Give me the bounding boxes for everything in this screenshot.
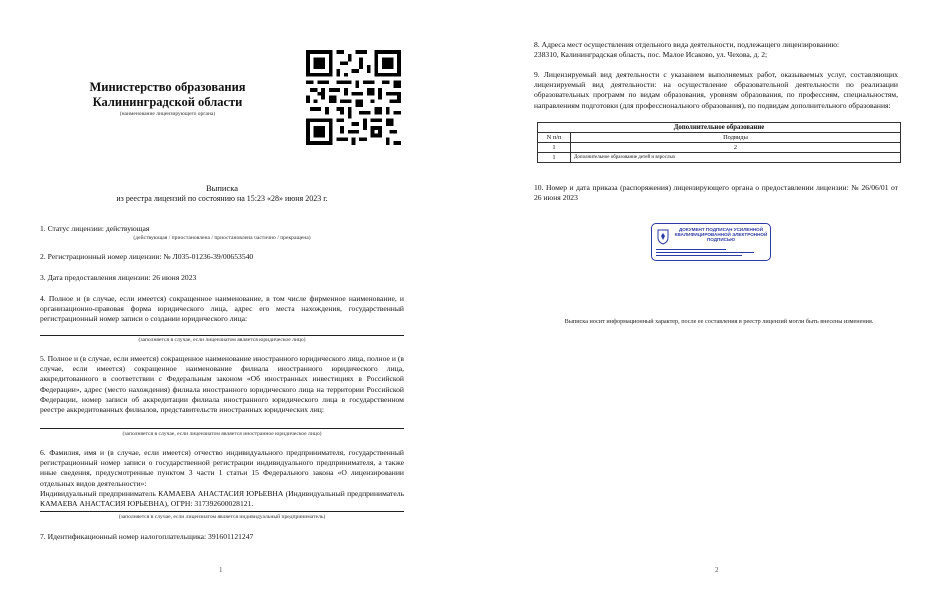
item-8-address-value: 238310, Калининградская область, пос. Малое Исаково, ул. Чехова, д. 2; xyxy=(534,50,768,59)
table-row xyxy=(538,143,901,153)
table-header: N п/п xyxy=(538,133,571,143)
ministry-note: (наименование лицензирующего органа) xyxy=(119,111,216,117)
item-6-value: Индивидуальный предприниматель КАМАЕВА АНАСТАСИЯ ЮРЬЕВНА (Индивидуальный предприниматель КАМАЕВА АНАСТАСИЯ ЮРЬЕВНА), ОГРН: 317392600028121. xyxy=(40,489,404,509)
education-table xyxy=(537,122,901,163)
table-caption: Дополнительное образование xyxy=(538,123,901,133)
table-cell: 2 xyxy=(571,143,901,153)
item-2-reg-number: 2. Регистрационный номер лицензии: № Л035-01236-39/00653540 xyxy=(40,252,254,261)
item-5-foreign-entity: 5. Полное и (в случае, если имеется) сокращенное наименование иностранного юридического лица, полное и (в случае, если имеется) сокращенное наименование филиала иностранного юридического лица, аккредитованного в соответствии с Федеральным законом «Об иностранных инвестициях в Российской Федерации», адрес (место нахождения) филиала иностранного юридического лица на территории Российской Федерации, номер записи об аккредитации филиала иностранного юридического лица в государственном реестре аккредитованных филиалов, представительств иностранных юридических лиц: xyxy=(40,354,404,415)
item-9-activity: 9. Лицензируемый вид деятельности с указанием выполняемых работ, оказываемых услуг, составляющих лицензируемый вид деятельности: на осуществление образовательной деятельности по реализации образовательных программ по видам образования, уровням образования, по профессиям, специальностям, направлениям подготовки (для профессионального образования), по подвидам дополнительного образования: xyxy=(534,70,898,110)
extract-subtitle: из реестра лицензий по состоянию на 15:23 «28» июня 2023 г. xyxy=(116,194,328,203)
electronic-signature-stamp xyxy=(651,223,771,261)
item-4-legal-entity: 4. Полное и (в случае, если имеется) сокращенное наименование, в том числе фирменное наименование, и организационно-правовая форма юридического лица, адрес его места нахождения, государственный регистрационный номер записи о создании юридического лица: xyxy=(40,294,404,324)
stamp-title: ДОКУМЕНТ ПОДПИСАН УСИЛЕННОЙ КВАЛИФИЦИРОВАННОЙ ЭЛЕКТРОННОЙ ПОДПИСЬЮ xyxy=(674,227,768,243)
document-page-2 xyxy=(466,0,932,600)
item-6-note: (заполняется в случае, если лицензиатом является индивидуальный предприниматель) xyxy=(118,514,326,520)
table-cell: Дополнительное образование детей и взрослых xyxy=(571,153,901,163)
item-1-note: (действующая / приостановлена / приостановлена частично / прекращена) xyxy=(133,235,311,241)
item-1-status: 1. Статус лицензии: действующая xyxy=(40,224,150,233)
table-cell: 1 xyxy=(538,143,571,153)
item-10-order: 10. Номер и дата приказа (распоряжения) лицензирующего органа о предоставлении лицензии: № 26/06/01 от 26 июня 2023 xyxy=(534,183,898,203)
final-note: Выписка носит информационный характер, после ее составления в реестр лицензий могли быть внесены изменения. xyxy=(564,318,874,325)
item-5-note: (заполняется в случае, если лицензиатом является иностранное юридическое лицо) xyxy=(122,431,322,437)
item-6-line xyxy=(40,511,404,512)
ministry-title: Министерство образования Калининградской области xyxy=(89,80,246,109)
table-header-row xyxy=(538,133,901,143)
stamp-details xyxy=(656,248,768,259)
item-8-addresses: 8. Адреса мест осуществления отдельного вида деятельности, подлежащего лицензированию: xyxy=(534,40,840,49)
table-header: Подвиды xyxy=(571,133,901,143)
table-cell: 1 xyxy=(538,153,571,163)
item-3-date: 3. Дата предоставления лицензии: 26 июня 2023 xyxy=(40,273,197,282)
page-number-1: 1 xyxy=(219,566,223,574)
emblem-icon xyxy=(656,229,670,245)
page-number-2: 2 xyxy=(715,566,719,574)
item-5-line xyxy=(40,428,404,429)
item-4-note: (заполняется в случае, если лицензиатом является юридическое лицо) xyxy=(138,337,306,343)
item-7-inn: 7. Идентификационный номер налогоплательщика: 391601121247 xyxy=(40,532,254,541)
table-row xyxy=(538,153,901,163)
qr-code-graphic xyxy=(305,50,402,145)
table-caption-row xyxy=(538,123,901,133)
extract-title: Выписка xyxy=(205,183,239,193)
item-4-line xyxy=(40,335,404,336)
item-6-entrepreneur: 6. Фамилия, имя и (в случае, если имеется) отчество индивидуального предпринимателя, государственный регистрационный номер записи о государственной регистрации индивидуального предпринимателя, а также иные сведения, предусмотренные пунктом 3 части 1 статьи 15 Федерального закона «О лицензировании отдельных видов деятельности»: xyxy=(40,448,404,488)
qr-code xyxy=(305,50,402,145)
